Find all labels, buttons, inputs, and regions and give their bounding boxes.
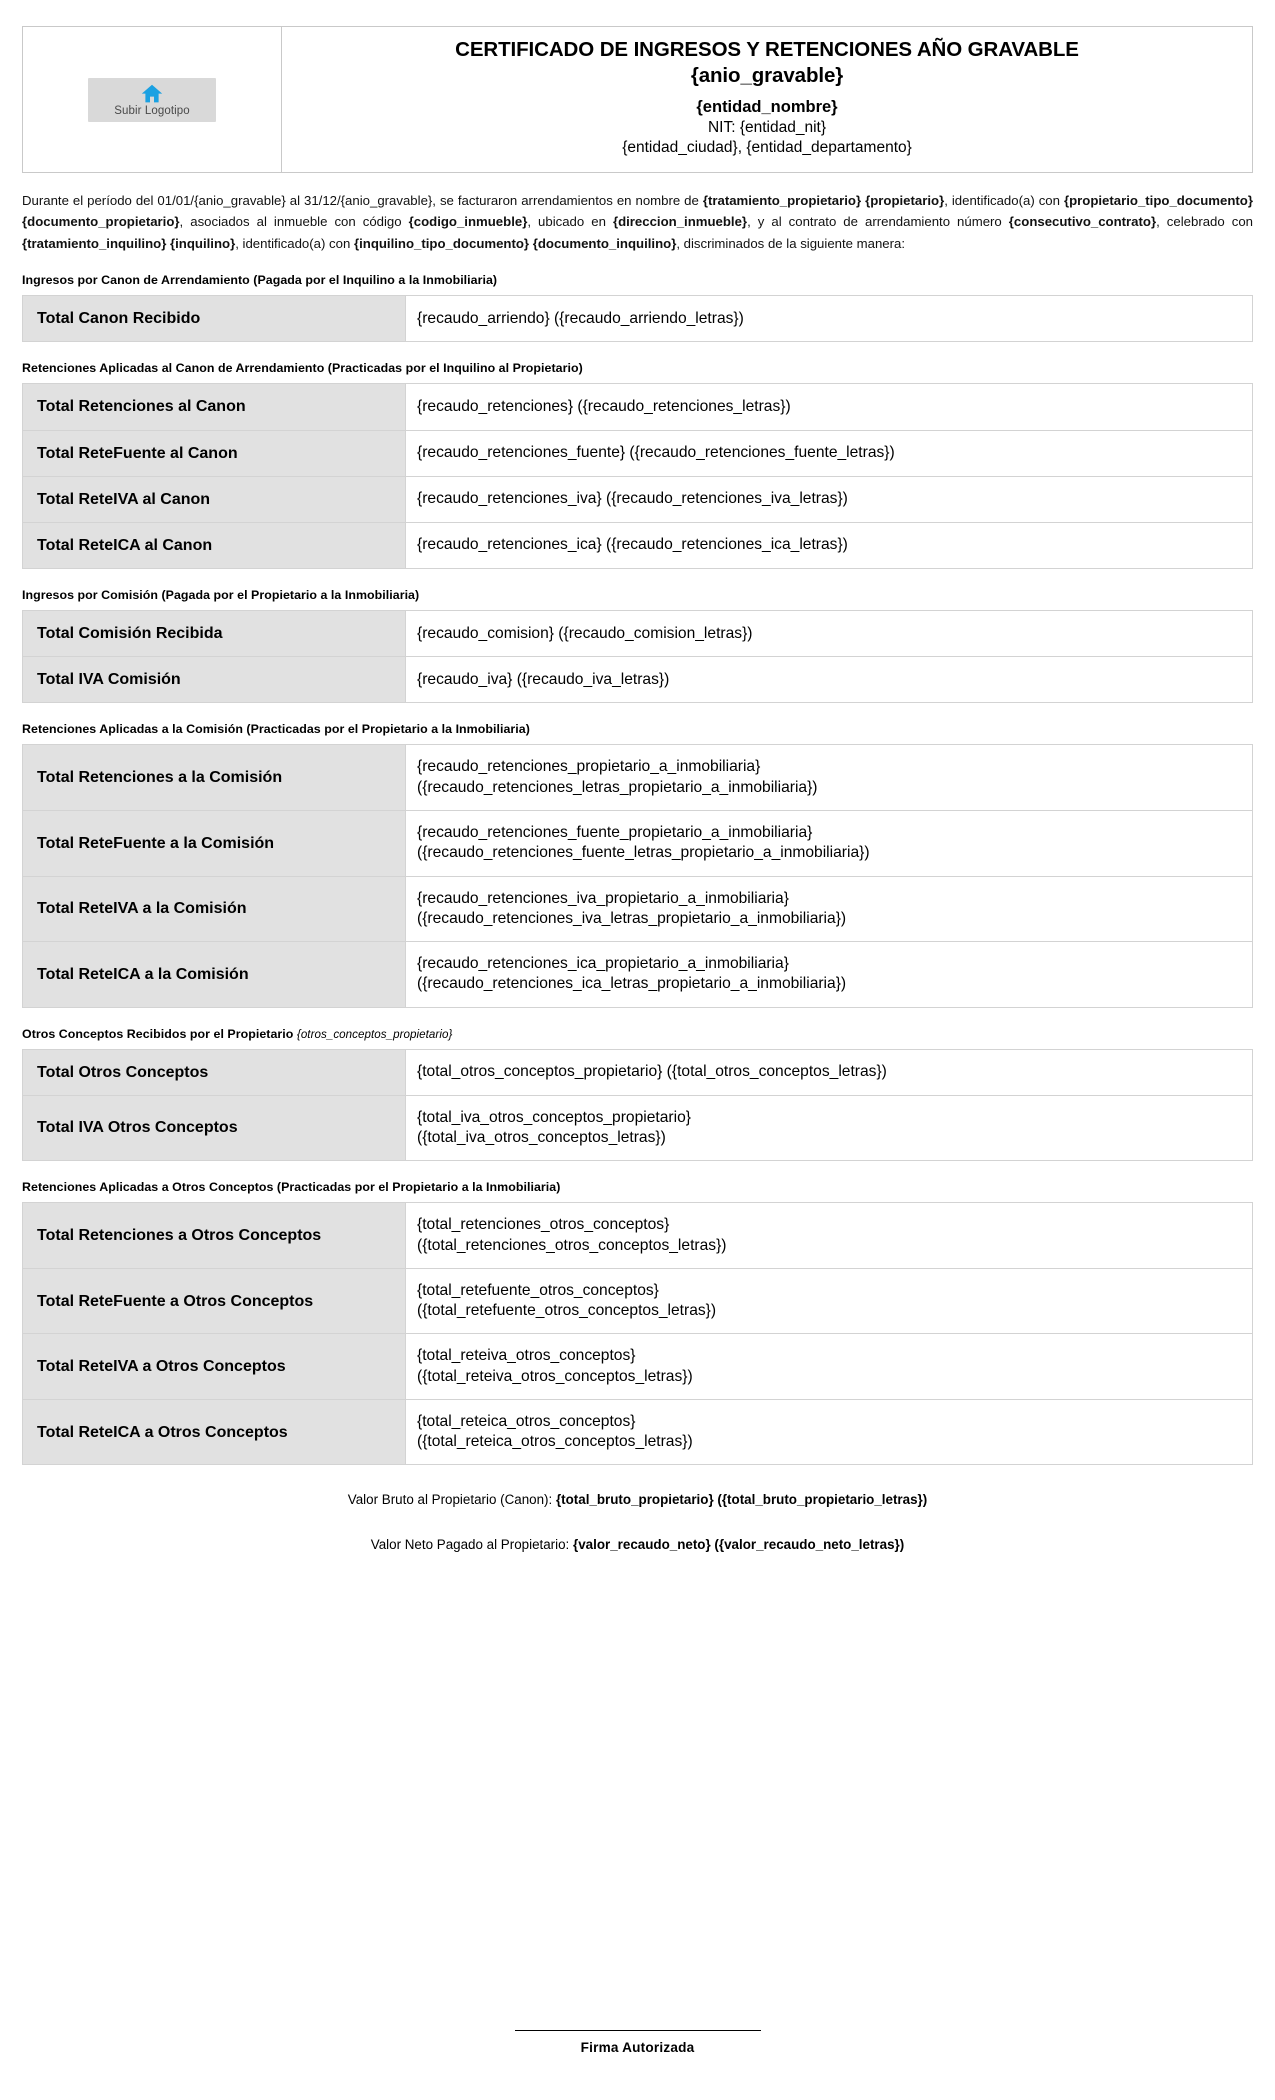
- table-row: [23, 430, 1253, 476]
- total-valor-bruto: [22, 1491, 1253, 1510]
- section-title-retenciones-comision: [22, 722, 1253, 736]
- row-value: [406, 1268, 1253, 1334]
- row-label: Total ReteFuente al Canon: [23, 430, 406, 476]
- table-retenciones-canon: [22, 383, 1253, 569]
- logo-cell: [23, 27, 282, 173]
- table-ingresos-comision: [22, 610, 1253, 703]
- table-row: [23, 810, 1253, 876]
- total-label: Valor Neto Pagado al Propietario:: [370, 1537, 574, 1553]
- row-label: Total Comisión Recibida: [23, 611, 406, 657]
- section-title-ingresos-canon: [22, 273, 1253, 287]
- home-icon: [141, 84, 163, 103]
- row-value-line1: {recaudo_arriendo} ({recaudo_arriendo_letras}): [417, 309, 744, 327]
- row-value-line1: {total_reteica_otros_conceptos}: [417, 1412, 636, 1430]
- page-title: [296, 37, 1238, 88]
- table-row: [23, 1268, 1253, 1334]
- document-title-line1: CERTIFICADO DE INGRESOS Y RETENCIONES AÑO GRAVABLE: [455, 38, 1079, 61]
- row-label: Total IVA Comisión: [23, 657, 406, 703]
- section-title-text: Retenciones Aplicadas al Canon de Arrendamiento (Practicadas por el Inquilino al Propietario): [22, 361, 583, 376]
- row-label: Total ReteIVA al Canon: [23, 476, 406, 522]
- intro-text: , asociados al inmueble con código: [179, 214, 409, 230]
- row-value-line1: {total_otros_conceptos_propietario} ({total_otros_conceptos_letras}): [417, 1063, 887, 1081]
- row-value-line1: {total_reteiva_otros_conceptos}: [417, 1347, 636, 1365]
- row-value: [406, 611, 1253, 657]
- row-value-line1: {total_retenciones_otros_conceptos}: [417, 1216, 670, 1234]
- row-value-line2: ({total_retenciones_otros_conceptos_letras}): [417, 1236, 727, 1254]
- row-value: [406, 810, 1253, 876]
- row-label: Total Retenciones a la Comisión: [23, 745, 406, 811]
- sections-container: [22, 273, 1253, 1465]
- totals-container: [22, 1491, 1253, 1555]
- entity-name: {entidad_nombre}: [696, 98, 838, 117]
- intro-placeholder: {tratamiento_propietario} {propietario}: [702, 193, 945, 209]
- row-value-line2: ({total_retefuente_otros_conceptos_letras}): [417, 1302, 717, 1320]
- table-retenciones-otros-conceptos: [22, 1202, 1253, 1465]
- row-value: [406, 1095, 1253, 1161]
- row-value-line1: {recaudo_retenciones_propietario_a_inmobiliaria}: [417, 758, 761, 776]
- intro-text: , ubicado en: [527, 214, 613, 230]
- row-value-line1: {total_iva_otros_conceptos_propietario}: [417, 1108, 691, 1126]
- intro-text: , identificado(a) con: [944, 193, 1064, 209]
- row-label: Total ReteICA al Canon: [23, 522, 406, 568]
- document-header: [22, 26, 1253, 173]
- row-value-line1: {recaudo_iva} ({recaudo_iva_letras}): [417, 670, 670, 688]
- section-title-text: Retenciones Aplicadas a Otros Conceptos (Practicadas por el Propietario a la Inmobiliaria): [22, 1180, 561, 1195]
- table-row: [23, 1049, 1253, 1095]
- row-value-line1: {recaudo_retenciones_fuente_propietario_a_inmobiliaria}: [417, 823, 813, 841]
- table-otros-conceptos: [22, 1049, 1253, 1162]
- table-row: [23, 384, 1253, 430]
- row-value-line2: ({recaudo_retenciones_iva_letras_propietario_a_inmobiliaria}): [417, 909, 847, 927]
- row-value-line1: {recaudo_comision} ({recaudo_comision_letras}): [417, 624, 753, 642]
- row-value-line1: {recaudo_retenciones_iva_propietario_a_inmobiliaria}: [417, 889, 789, 907]
- row-value: [406, 1399, 1253, 1465]
- row-value: [406, 657, 1253, 703]
- intro-paragraph: [22, 190, 1253, 254]
- table-row: [23, 1399, 1253, 1465]
- entity-location: {entidad_ciudad}, {entidad_departamento}: [622, 139, 912, 157]
- section-title-text: Otros Conceptos Recibidos por el Propietario: [22, 1026, 297, 1041]
- total-valor-neto: [22, 1536, 1253, 1555]
- section-title-text: Ingresos por Canon de Arrendamiento (Pagada por el Inquilino a la Inmobiliaria): [22, 273, 498, 288]
- intro-placeholder: {codigo_inmueble}: [408, 214, 528, 230]
- table-row: [23, 1203, 1253, 1269]
- intro-text: , discriminados de la siguiente manera:: [676, 235, 906, 251]
- section-title-placeholder: {otros_conceptos_propietario}: [296, 1027, 453, 1041]
- row-label: Total Retenciones a Otros Conceptos: [23, 1203, 406, 1269]
- row-value: [406, 476, 1253, 522]
- table-row: [23, 942, 1253, 1008]
- table-row: [23, 611, 1253, 657]
- row-label: Total IVA Otros Conceptos: [23, 1095, 406, 1161]
- total-value: {total_bruto_propietario} ({total_bruto_propietario_letras}): [555, 1492, 928, 1508]
- row-label: Total ReteICA a Otros Conceptos: [23, 1399, 406, 1465]
- row-value-line2: ({total_iva_otros_conceptos_letras}): [417, 1129, 666, 1147]
- table-row: [23, 876, 1253, 942]
- section-title-otros-conceptos: [22, 1027, 1253, 1041]
- total-label: Valor Bruto al Propietario (Canon):: [347, 1492, 556, 1508]
- row-value: [406, 1334, 1253, 1400]
- row-value-line2: ({recaudo_retenciones_ica_letras_propietario_a_inmobiliaria}): [417, 975, 847, 993]
- intro-text: Durante el período del 01/01/{anio_gravable} al 31/12/{anio_gravable}, se facturaron arrendamientos en nombre de: [22, 193, 703, 209]
- row-value-line1: {recaudo_retenciones_ica_propietario_a_inmobiliaria}: [417, 955, 789, 973]
- row-value-line1: {recaudo_retenciones_fuente} ({recaudo_retenciones_fuente_letras}): [417, 443, 895, 461]
- row-value: [406, 384, 1253, 430]
- row-value: [406, 942, 1253, 1008]
- row-label: Total ReteFuente a Otros Conceptos: [23, 1268, 406, 1334]
- table-row: [23, 296, 1253, 342]
- row-value-line2: ({total_reteica_otros_conceptos_letras}): [417, 1433, 693, 1451]
- upload-logo-label: Subir Logotipo: [114, 104, 190, 117]
- row-label: Total ReteICA a la Comisión: [23, 942, 406, 1008]
- section-title-text: Retenciones Aplicadas a la Comisión (Practicadas por el Propietario a la Inmobiliaria): [22, 722, 530, 737]
- row-value-line1: {recaudo_retenciones_ica} ({recaudo_retenciones_ica_letras}): [417, 536, 848, 554]
- row-value-line2: ({total_reteiva_otros_conceptos_letras}): [417, 1367, 693, 1385]
- intro-text: , y al contrato de arrendamiento número: [747, 214, 1009, 230]
- intro-placeholder: {tratamiento_inquilino} {inquilino}: [22, 235, 236, 251]
- signature-block: [0, 2030, 1275, 2055]
- upload-logo-button[interactable]: [88, 78, 216, 122]
- intro-placeholder: {consecutivo_contrato}: [1008, 214, 1157, 230]
- row-value: [406, 876, 1253, 942]
- table-row: [23, 657, 1253, 703]
- row-value-line1: {recaudo_retenciones} ({recaudo_retenciones_letras}): [417, 397, 791, 415]
- header-title-cell: [282, 27, 1253, 173]
- intro-text: , celebrado con: [1156, 214, 1253, 230]
- row-label: Total ReteIVA a Otros Conceptos: [23, 1334, 406, 1400]
- row-label: Total Retenciones al Canon: [23, 384, 406, 430]
- intro-placeholder: {propietario_tipo_documento} {documento_propietario}: [22, 193, 1253, 230]
- section-title-retenciones-canon: [22, 361, 1253, 375]
- row-value: [406, 296, 1253, 342]
- row-value-line1: {recaudo_retenciones_iva} ({recaudo_retenciones_iva_letras}): [417, 490, 848, 508]
- section-title-retenciones-otros-conceptos: [22, 1180, 1253, 1194]
- table-row: [23, 745, 1253, 811]
- document-title-year: {anio_gravable}: [690, 63, 844, 87]
- row-value: [406, 430, 1253, 476]
- row-value-line1: {total_retefuente_otros_conceptos}: [417, 1281, 659, 1299]
- table-retenciones-comision: [22, 744, 1253, 1007]
- table-row: [23, 1095, 1253, 1161]
- entity-nit: NIT: {entidad_nit}: [707, 119, 827, 137]
- signature-label: Firma Autorizada: [580, 2040, 695, 2055]
- signature-line: [515, 2030, 761, 2031]
- intro-placeholder: {inquilino_tipo_documento} {documento_inquilino}: [353, 235, 677, 251]
- table-row: [23, 1334, 1253, 1400]
- row-label: Total Otros Conceptos: [23, 1049, 406, 1095]
- section-title-text: Ingresos por Comisión (Pagada por el Propietario a la Inmobiliaria): [22, 588, 420, 603]
- total-value: {valor_recaudo_neto} ({valor_recaudo_neto_letras}): [573, 1537, 905, 1553]
- row-value-line2: ({recaudo_retenciones_letras_propietario_a_inmobiliaria}): [417, 778, 818, 796]
- row-label: Total ReteFuente a la Comisión: [23, 810, 406, 876]
- row-value: [406, 1049, 1253, 1095]
- table-row: [23, 522, 1253, 568]
- row-value-line2: ({recaudo_retenciones_fuente_letras_propietario_a_inmobiliaria}): [417, 844, 870, 862]
- row-value: [406, 1203, 1253, 1269]
- table-ingresos-canon: [22, 295, 1253, 342]
- row-value: [406, 522, 1253, 568]
- row-value: [406, 745, 1253, 811]
- row-label: Total Canon Recibido: [23, 296, 406, 342]
- section-title-ingresos-comision: [22, 588, 1253, 602]
- row-label: Total ReteIVA a la Comisión: [23, 876, 406, 942]
- intro-placeholder: {direccion_inmueble}: [612, 214, 748, 230]
- table-row: [23, 476, 1253, 522]
- intro-text: , identificado(a) con: [235, 235, 354, 251]
